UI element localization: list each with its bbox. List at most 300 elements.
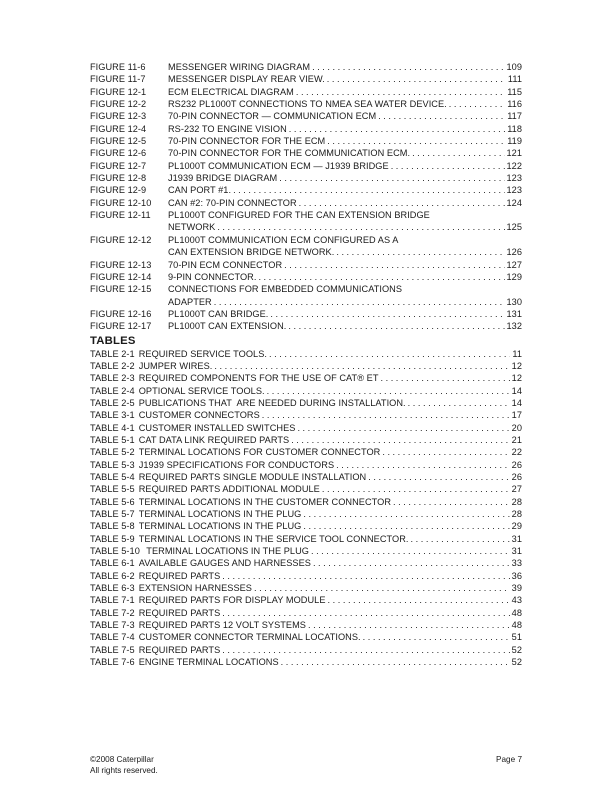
- toc-table-entry: [90, 557, 522, 569]
- table-number: TABLE 2-4: [90, 385, 135, 396]
- table-number: TABLE 5-2: [90, 447, 135, 458]
- figure-number: FIGURE 12-15: [90, 284, 152, 295]
- figure-title-line: [168, 123, 522, 135]
- table-entry-body: [139, 372, 522, 384]
- figure-title: 9-PIN CONNECTOR.: [168, 271, 257, 282]
- figure-number: FIGURE 12-11: [90, 210, 151, 221]
- table-number: TABLE 5-3: [90, 459, 135, 470]
- table-entry-body: [139, 644, 522, 656]
- table-title: REQUIRED PARTS ADDITIONAL MODULE: [138, 484, 320, 495]
- table-entry-body: [139, 422, 522, 434]
- table-title: TERMINAL LOCATIONS IN THE SERVICE TOOL CONNECTOR.: [138, 533, 409, 544]
- table-entry-body: [139, 459, 522, 471]
- toc-table-entry: [90, 582, 522, 594]
- table-title: CUSTOMER INSTALLED SWITCHES: [138, 422, 296, 433]
- table-title: REQUIRED SERVICE TOOLS.: [138, 348, 267, 359]
- figure-title: 70-PIN CONNECTOR — COMMUNICATION ECM: [168, 111, 377, 122]
- table-title: CAT DATA LINK REQUIRED PARTS: [138, 434, 290, 445]
- dot-leader: [268, 308, 504, 320]
- dot-leader: [378, 372, 509, 384]
- toc-figure-entry: [90, 197, 522, 209]
- toc-table-entry: [90, 446, 522, 458]
- figure-title-line: [168, 98, 522, 110]
- table-title-line: [139, 570, 522, 582]
- table-entry-body: [139, 594, 522, 606]
- table-title: OPTIONAL SERVICE TOOLS.: [138, 385, 265, 396]
- table-entry-body: [144, 545, 522, 557]
- dot-leader: [326, 594, 510, 606]
- tables-list: [90, 348, 522, 669]
- toc-table-entry: [90, 520, 522, 532]
- table-page-number: 31: [511, 533, 522, 544]
- table-entry-body: [139, 533, 522, 545]
- table-title-line: [139, 582, 522, 594]
- table-entry-body: [139, 434, 522, 446]
- table-entry-body: [139, 348, 522, 360]
- table-number: TABLE 2-1: [90, 348, 135, 359]
- dot-leader: [380, 446, 509, 458]
- table-title-line: [139, 385, 522, 397]
- table-title-line: [139, 619, 522, 631]
- figure-title: PL1000T COMMUNICATION ECM — J1939 BRIDGE: [168, 160, 389, 171]
- table-title-line: [139, 607, 522, 619]
- table-page-number: 48: [511, 607, 522, 618]
- table-number: TABLE 7-3: [90, 620, 135, 631]
- table-number: TABLE 5-6: [90, 496, 135, 507]
- figure-title: RS-232 TO ENGINE VISION: [168, 123, 287, 134]
- table-title-line: [139, 656, 522, 668]
- figure-title-line: [168, 160, 522, 172]
- table-number: TABLE 7-2: [90, 607, 135, 618]
- figure-entry-body: [168, 98, 522, 110]
- figure-entry-body: [168, 73, 522, 85]
- toc-figure-entry: [90, 234, 522, 259]
- table-entry-body: [139, 471, 522, 483]
- table-title: REQUIRED PARTS: [138, 570, 221, 581]
- figure-title-line: [168, 147, 522, 159]
- dot-leader: [256, 271, 504, 283]
- figure-title: ADAPTER: [168, 296, 212, 307]
- dot-leader: [334, 246, 504, 258]
- table-page-number: 20: [511, 422, 522, 433]
- figure-page-number: 109: [506, 62, 522, 72]
- toc-table-entry: [90, 348, 522, 360]
- table-number: TABLE 7-5: [90, 644, 135, 655]
- dot-leader: [294, 86, 505, 98]
- toc-table-entry: [90, 496, 522, 508]
- figure-title: RS232 PL1000T CONNECTIONS TO NMEA SEA WATER DEVICE.: [168, 99, 447, 110]
- dot-leader: [295, 422, 509, 434]
- figure-title: ECM ELECTRICAL DIAGRAM: [168, 86, 294, 97]
- figure-page-number: 115: [507, 86, 522, 97]
- figure-page-number: 122: [506, 160, 522, 171]
- figure-entry-body: [168, 308, 522, 320]
- figure-title-line: [168, 135, 522, 147]
- figure-entry-body: [168, 160, 522, 172]
- table-number: TABLE 4-1: [90, 422, 135, 433]
- dot-leader: [289, 434, 509, 446]
- table-page-number: 11: [512, 348, 522, 359]
- page-footer: [90, 755, 522, 776]
- table-entry-body: [139, 557, 522, 569]
- dot-leader: [267, 348, 510, 360]
- figure-title: PL1000T COMMUNICATION ECM CONFIGURED AS A: [168, 234, 399, 245]
- figure-number: FIGURE 12-6: [90, 148, 147, 159]
- figure-number: FIGURE 11-6: [90, 62, 146, 72]
- figure-title-line: [168, 234, 522, 246]
- table-entry-body: [139, 446, 522, 458]
- dot-leader: [282, 259, 504, 271]
- table-number: TABLE 5-4: [90, 472, 135, 482]
- table-title: REQUIRED PARTS FOR DISPLAY MODULE: [138, 595, 326, 606]
- table-title-line: [139, 397, 522, 409]
- figure-entry-body: [168, 197, 522, 209]
- figure-number: FIGURE 12-4: [90, 123, 147, 134]
- figure-title-line: [168, 221, 522, 233]
- table-title: TERMINAL LOCATIONS IN THE PLUG: [138, 521, 302, 532]
- toc-table-entry: [90, 631, 522, 643]
- table-title: J1939 SPECIFICATIONS FOR CONDUCTORS: [138, 459, 335, 470]
- table-title-line: [139, 409, 522, 421]
- toc-figure-entry: [90, 135, 522, 147]
- figure-title: CAN #2: 70-PIN CONNECTOR: [168, 197, 297, 208]
- dot-leader: [320, 483, 510, 495]
- figure-number: FIGURE 12-16: [90, 308, 152, 319]
- dot-leader: [410, 147, 504, 159]
- dot-leader: [447, 98, 505, 110]
- dot-leader: [279, 656, 510, 668]
- figure-page-number: 125: [506, 222, 522, 233]
- figure-title-line: [168, 110, 522, 122]
- figure-title: CONNECTIONS FOR EMBEDDED COMMUNICATIONS: [168, 284, 403, 295]
- table-title: TERMINAL LOCATIONS IN THE PLUG: [143, 546, 309, 557]
- figure-title: PL1000T CAN EXTENSION.: [168, 321, 287, 332]
- table-entry-body: [139, 631, 522, 643]
- toc-table-entry: [90, 397, 522, 409]
- figure-title-line: [168, 86, 522, 98]
- table-title-line: [139, 360, 522, 372]
- table-title: REQUIRED PARTS SINGLE MODULE INSTALLATION: [138, 472, 367, 482]
- dot-leader: [297, 197, 505, 209]
- toc-figure-entry: [90, 147, 522, 159]
- table-title: PUBLICATIONS THAT ARE NEEDED DURING INSTALLATION.: [138, 397, 406, 408]
- figure-page-number: 117: [507, 111, 522, 122]
- figure-entry-body: [168, 147, 522, 159]
- table-page-number: 21: [511, 434, 522, 445]
- table-entry-body: [139, 656, 522, 668]
- figure-title-line: [168, 271, 522, 283]
- figure-number: FIGURE 12-7: [90, 160, 147, 171]
- table-entry-body: [139, 385, 522, 397]
- table-number: TABLE 5-7: [90, 509, 135, 520]
- table-title-line: [139, 557, 522, 569]
- dot-leader: [252, 582, 510, 594]
- table-page-number: 48: [511, 620, 522, 631]
- figure-number: FIGURE 12-2: [90, 99, 147, 110]
- toc-table-entry: [90, 372, 522, 384]
- figure-title-line: [168, 73, 522, 85]
- figure-page-number: 119: [507, 136, 522, 147]
- figures-list: [90, 61, 522, 333]
- table-title: REQUIRED PARTS 12 VOLT SYSTEMS: [138, 620, 306, 631]
- table-page-number: 12: [511, 360, 522, 371]
- figure-entry-body: [168, 259, 522, 271]
- figure-page-number: 118: [507, 123, 522, 134]
- table-title: TERMINAL LOCATIONS FOR CUSTOMER CONNECTOR: [138, 447, 381, 458]
- dot-leader: [325, 73, 506, 85]
- dot-leader: [220, 570, 509, 582]
- figure-number: FIGURE 12-17: [90, 321, 152, 332]
- table-title: TERMINAL LOCATIONS IN THE CUSTOMER CONNECTOR: [138, 496, 392, 507]
- figure-number: FIGURE 12-10: [90, 197, 152, 208]
- dot-leader: [220, 644, 509, 656]
- toc-figure-entry: [90, 160, 522, 172]
- figure-title: 70-PIN ECM CONNECTOR: [168, 259, 283, 270]
- table-title: AVAILABLE GAUGES AND HARNESSES: [138, 558, 311, 569]
- table-number: TABLE 2-5: [90, 397, 135, 408]
- toc-table-entry: [90, 570, 522, 582]
- figure-entry-body: [168, 320, 522, 332]
- figure-page-number: 129: [506, 271, 522, 282]
- toc-figure-entry: [90, 308, 522, 320]
- table-title-line: [139, 520, 522, 532]
- toc-figure-entry: [90, 86, 522, 98]
- dot-leader: [212, 296, 505, 308]
- dot-leader: [260, 409, 510, 421]
- table-title: CUSTOMER CONNECTOR TERMINAL LOCATIONS.: [138, 632, 361, 643]
- figure-title-line: [168, 296, 522, 308]
- figure-entry-body: [168, 184, 522, 196]
- table-title: REQUIRED PARTS: [138, 607, 221, 618]
- toc-figure-entry: [90, 123, 522, 135]
- figure-title-line: [168, 308, 522, 320]
- table-title-line: [139, 496, 522, 508]
- toc-table-entry: [90, 644, 522, 656]
- figure-entry-body: [168, 135, 522, 147]
- table-title-line: [139, 483, 522, 495]
- figure-entry-body: [168, 123, 522, 135]
- figure-number: FIGURE 12-5: [90, 136, 147, 147]
- dot-leader: [406, 397, 510, 409]
- table-entry-body: [139, 607, 522, 619]
- figure-page-number: 126: [506, 247, 522, 258]
- table-entry-body: [139, 570, 522, 582]
- table-title-line: [139, 533, 522, 545]
- table-page-number: 14: [511, 385, 522, 396]
- table-number: TABLE 6-2: [90, 570, 135, 581]
- toc-table-entry: [90, 619, 522, 631]
- figure-title: CAN EXTENSION BRIDGE NETWORK.: [168, 247, 335, 258]
- table-page-number: 29: [511, 521, 522, 532]
- table-page-number: 39: [511, 583, 522, 594]
- table-number: TABLE 5-9: [90, 533, 135, 544]
- table-number: TABLE 7-6: [90, 657, 135, 668]
- dot-leader: [301, 508, 509, 520]
- toc-figure-entry: [90, 320, 522, 332]
- figure-entry-body: [168, 61, 522, 73]
- figure-entry-body: [168, 234, 522, 259]
- table-page-number: 43: [511, 595, 522, 606]
- figure-page-number: 124: [506, 197, 522, 208]
- toc-table-entry: [90, 422, 522, 434]
- table-title-line: [139, 372, 522, 384]
- table-page-number: 14: [511, 397, 522, 408]
- toc-figure-entry: [90, 184, 522, 196]
- table-page-number: 52: [511, 657, 522, 668]
- dot-leader: [301, 520, 509, 532]
- table-title: ENGINE TERMINAL LOCATIONS: [138, 657, 279, 668]
- table-number: TABLE 3-1: [90, 410, 135, 421]
- table-page-number: 51: [511, 632, 522, 643]
- toc-table-entry: [90, 656, 522, 668]
- table-title-line: [139, 459, 522, 471]
- table-of-contents: [90, 61, 522, 669]
- table-entry-body: [139, 496, 522, 508]
- figure-title-line: [168, 209, 522, 221]
- table-entry-body: [139, 508, 522, 520]
- toc-table-entry: [90, 508, 522, 520]
- toc-figure-entry: [90, 209, 522, 234]
- toc-figure-entry: [90, 110, 522, 122]
- figure-title: NETWORK: [168, 222, 216, 233]
- table-entry-body: [139, 520, 522, 532]
- toc-table-entry: [90, 385, 522, 397]
- figure-entry-body: [168, 110, 522, 122]
- tables-heading: TABLES: [90, 334, 136, 347]
- dot-leader: [277, 172, 504, 184]
- dot-leader: [212, 360, 509, 372]
- toc-table-entry: [90, 360, 522, 372]
- dot-leader: [220, 607, 509, 619]
- table-number: TABLE 5-1: [90, 434, 135, 445]
- figure-entry-body: [168, 86, 522, 98]
- table-number: TABLE 7-1: [90, 595, 135, 606]
- dot-leader: [409, 533, 510, 545]
- figure-number: FIGURE 12-14: [90, 271, 152, 282]
- table-page-number: 26: [511, 472, 522, 482]
- figure-entry-body: [168, 172, 522, 184]
- table-number: TABLE 6-1: [90, 558, 135, 569]
- toc-table-entry: [90, 434, 522, 446]
- table-number: TABLE 5-8: [90, 521, 135, 532]
- toc-table-entry: [90, 607, 522, 619]
- figure-title: 70-PIN CONNECTOR FOR THE COMMUNICATION ECM.: [168, 148, 411, 159]
- table-title-line: [139, 644, 522, 656]
- figure-title-line: [168, 197, 522, 209]
- table-entry-body: [139, 483, 522, 495]
- figure-entry-body: [168, 209, 522, 234]
- figure-title: J1939 BRIDGE DIAGRAM: [168, 173, 278, 184]
- table-title-line: [139, 471, 522, 483]
- figure-page-number: 116: [507, 99, 522, 110]
- table-title: TERMINAL LOCATIONS IN THE PLUG: [138, 509, 302, 520]
- toc-figure-entry: [90, 259, 522, 271]
- table-title: JUMPER WIRES.: [138, 360, 213, 371]
- table-page-number: 22: [511, 447, 522, 458]
- figure-number: FIGURE 12-8: [90, 173, 147, 184]
- figure-number: FIGURE 12-13: [90, 259, 152, 270]
- table-number: TABLE 6-3: [90, 583, 135, 594]
- figure-page-number: 121: [506, 148, 522, 159]
- figure-page-number: 123: [506, 173, 522, 184]
- dot-leader: [265, 385, 510, 397]
- figure-number: FIGURE 12-9: [90, 185, 147, 196]
- figure-number: FIGURE 12-12: [90, 234, 152, 245]
- figure-page-number: 130: [506, 296, 522, 307]
- dot-leader: [231, 184, 504, 196]
- dot-leader: [286, 320, 504, 332]
- figure-title: PL1000T CAN BRIDGE.: [168, 308, 269, 319]
- table-number: TABLE 2-3: [90, 373, 135, 384]
- dot-leader: [389, 160, 505, 172]
- dot-leader: [334, 459, 510, 471]
- dot-leader: [309, 545, 510, 557]
- table-page-number: 52: [511, 644, 522, 655]
- table-title-line: [139, 446, 522, 458]
- figure-number: FIGURE 11-7: [90, 74, 146, 85]
- dot-leader: [391, 496, 510, 508]
- toc-table-entry: [90, 594, 522, 606]
- figure-title: PL1000T CONFIGURED FOR THE CAN EXTENSION BRIDGE: [168, 210, 430, 221]
- figure-title: MESSENGER WIRING DIAGRAM: [168, 62, 311, 72]
- table-number: TABLE 7-4: [90, 632, 135, 643]
- toc-table-entry: [90, 533, 522, 545]
- toc-figure-entry: [90, 73, 522, 85]
- table-page-number: 17: [511, 410, 522, 421]
- table-title-line: [139, 348, 522, 360]
- page-number: Page 7: [496, 755, 522, 764]
- table-title-line: [139, 594, 522, 606]
- table-page-number: 36: [511, 570, 522, 581]
- table-title: CUSTOMER CONNECTORS: [138, 410, 260, 421]
- dot-leader: [287, 123, 505, 135]
- figure-title-line: [168, 320, 522, 332]
- figure-page-number: 123: [506, 185, 522, 196]
- table-entry-body: [139, 619, 522, 631]
- dot-leader: [215, 221, 504, 233]
- toc-table-entry: [90, 471, 522, 483]
- rights-text: All rights reserved.: [90, 765, 158, 775]
- figure-title-line: [168, 172, 522, 184]
- figure-title-line: [168, 259, 522, 271]
- table-page-number: 33: [511, 558, 522, 569]
- dot-leader: [311, 557, 510, 569]
- figure-page-number: 132: [506, 321, 522, 332]
- figure-number: FIGURE 12-3: [90, 111, 147, 122]
- figure-entry-body: [168, 271, 522, 283]
- table-title-line: [139, 631, 522, 643]
- figure-title-line: [168, 184, 522, 196]
- toc-table-entry: [90, 459, 522, 471]
- table-title-line: [144, 545, 522, 557]
- figure-page-number: 111: [507, 74, 522, 85]
- dot-leader: [361, 631, 510, 643]
- table-page-number: 27: [511, 484, 522, 495]
- table-title-line: [139, 508, 522, 520]
- table-entry-body: [139, 397, 522, 409]
- toc-table-entry: [90, 409, 522, 421]
- table-number: TABLE 5-10: [90, 546, 140, 557]
- dot-leader: [366, 471, 509, 483]
- figure-title: MESSENGER DISPLAY REAR VIEW.: [168, 74, 325, 85]
- figure-title-line: [168, 283, 522, 295]
- figure-entry-body: [168, 283, 522, 308]
- toc-figure-entry: [90, 172, 522, 184]
- dot-leader: [376, 110, 505, 122]
- table-number: TABLE 5-5: [90, 484, 135, 495]
- dot-leader: [306, 619, 510, 631]
- table-title: REQUIRED PARTS: [138, 644, 221, 655]
